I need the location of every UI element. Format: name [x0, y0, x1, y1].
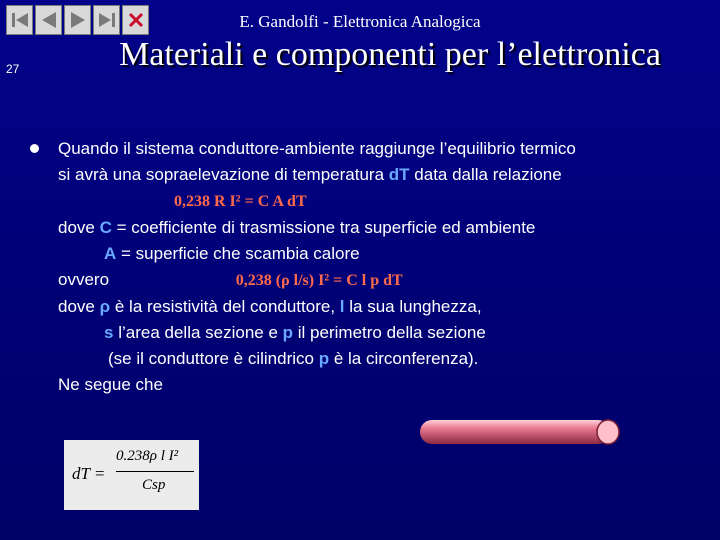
fraction-bar	[116, 471, 194, 472]
text: si avrà una sopraelevazione di temperatura	[58, 165, 385, 184]
slide-title: Materiali e componenti per l’elettronica	[119, 36, 661, 73]
body-line	[108, 346, 704, 372]
text: = superficie che scambia calore	[121, 244, 360, 263]
slide-header: E. Gandolfi - Elettronica Analogica	[239, 12, 481, 31]
text: la sua lunghezza,	[349, 297, 482, 316]
body-line	[104, 320, 704, 346]
text: dove	[58, 297, 95, 316]
symbol-s: s	[104, 323, 114, 342]
symbol-p: p	[318, 349, 330, 368]
text: l’area della sezione e	[118, 323, 278, 342]
formula-denominator: Csp	[142, 477, 166, 493]
bullet-icon	[30, 144, 39, 153]
body-line	[58, 267, 704, 294]
text: dove	[58, 218, 95, 237]
body-line	[58, 162, 704, 188]
text: ovvero	[58, 270, 110, 289]
body-line	[58, 136, 704, 162]
text: = coefficiente di trasmissione tra superficie ed ambiente	[116, 218, 536, 237]
text: data dalla relazione	[414, 165, 562, 184]
symbol-p: p	[282, 323, 294, 342]
text: (se il conduttore è cilindrico	[108, 349, 314, 368]
symbol-C: C	[99, 218, 112, 237]
text: Ne segue che	[58, 375, 163, 394]
equation-text: 0,238 R I² = C A dT	[174, 193, 307, 210]
symbol-dT: dT	[388, 165, 410, 184]
cylinder-conductor-image	[418, 417, 624, 447]
symbol-rho: ρ	[99, 297, 111, 316]
page-number: 27	[6, 62, 20, 76]
text: Quando il sistema conduttore-ambiente raggiunge l’equilibrio termico	[58, 139, 576, 158]
formula-numerator: 0.238ρ l I²	[116, 448, 179, 464]
equation-2: 0,238 (ρ l/s) I² = C l p dT	[235, 272, 403, 289]
text: è la circonferenza).	[333, 349, 479, 368]
body-line	[58, 294, 704, 320]
formula-lhs: dT =	[72, 464, 106, 483]
body-line	[104, 241, 704, 267]
symbol-l: l	[339, 297, 345, 316]
body-line	[58, 215, 704, 241]
equation-1	[174, 188, 704, 215]
slide-body	[34, 136, 704, 398]
formula-image	[64, 440, 199, 510]
body-line	[58, 372, 704, 398]
symbol-A: A	[104, 244, 117, 263]
text: è la resistività del conduttore,	[114, 297, 336, 316]
text: il perimetro della sezione	[297, 323, 486, 342]
